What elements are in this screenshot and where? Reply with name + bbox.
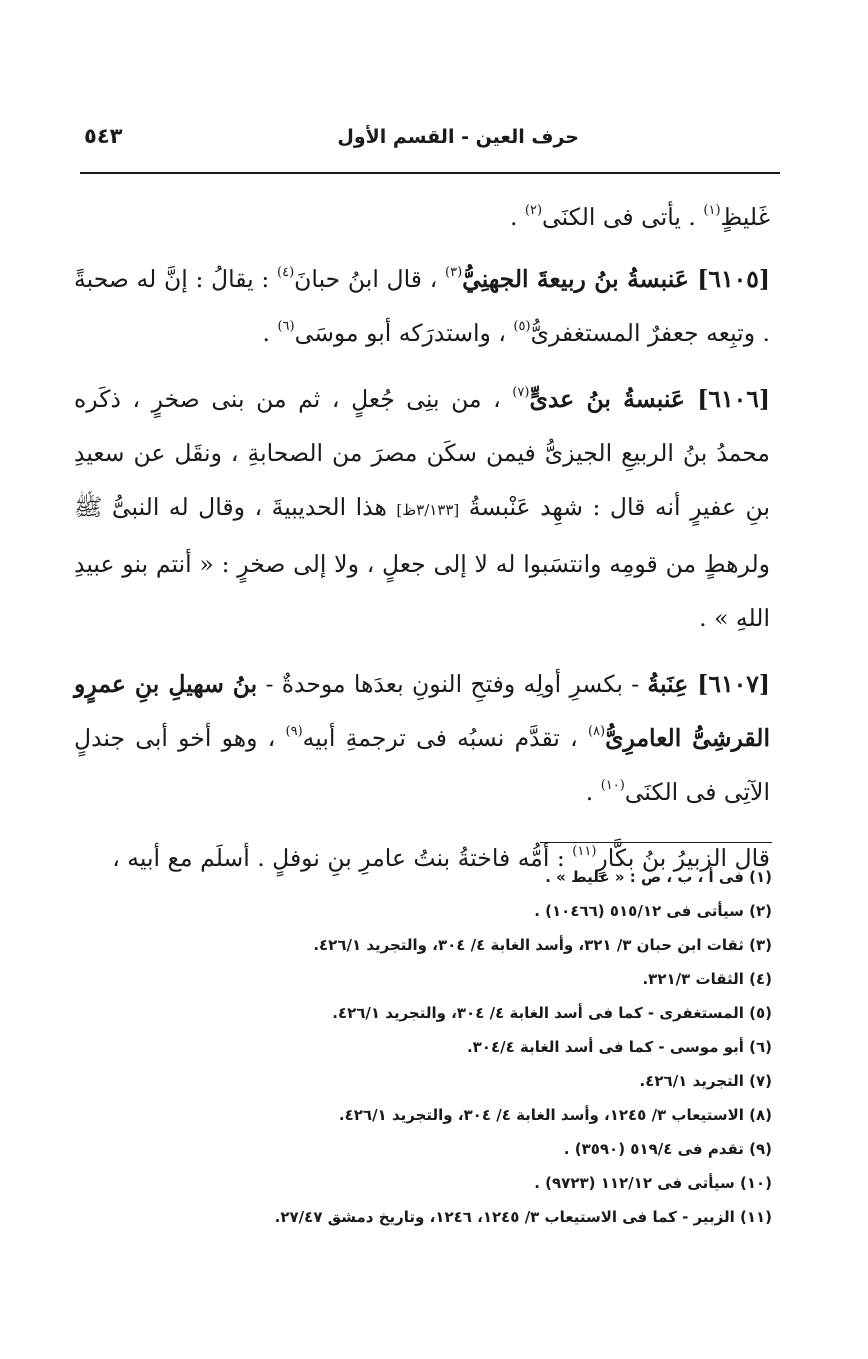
footnote: (٢) سيأتى فى ٥١٥/١٢ (١٠٤٦٦) . — [534, 902, 772, 920]
main-text — [74, 190, 770, 897]
header-rule — [80, 172, 780, 174]
text-run: : أمُّه فاختةُ بنتُ عامرِ بنِ نوفلٍ . أسلَم مع أبيه ، — [112, 844, 573, 872]
footnote-marker: (٢) — [524, 203, 543, 218]
footnote: (١١) الزبير - كما فى الاستيعاب ٣/ ١٢٤٥، ١٢٤٦، وتاريخ دمشق ٢٧/٤٧. — [274, 1208, 772, 1226]
entry-name: عِنَبةُ — [647, 670, 698, 698]
entry-number: [٦١٠٧] — [697, 670, 770, 698]
entry-name: عَنبسةُ بنُ ربيعةَ الجهنِيُّ — [462, 265, 698, 293]
footnote-marker: (٣) — [445, 265, 463, 280]
entry-name: عَنبسةُ بنُ عدىٍّ — [529, 385, 698, 413]
footnote: (٣) ثقات ابن حبان ٣/ ٣٢١، وأسد الغابة ٤/ ٣٠٤، والتجريد ٤٢٦/١. — [313, 936, 772, 954]
text-run: . — [509, 203, 525, 231]
footnote-marker: (١٠) — [600, 778, 625, 793]
entry-6106 — [74, 372, 770, 645]
manuscript-folio-mark: [٣/١٣٣ظ] — [396, 501, 460, 519]
footnotes-list — [150, 860, 772, 1234]
text-run: ، تقدَّم نسبُه فى ترجمةِ أبيه — [302, 724, 588, 752]
entry-6105 — [74, 252, 770, 360]
text-run: . يأتى فى الكنَى — [542, 203, 704, 231]
text-run: . — [262, 319, 278, 347]
text-run: هذا الحديبيةَ ، وقال له النبىُّ ﷺ ولرهطٍ من قومِه وانتسَبوا له لا إلى جعلٍ ، ولا إلى صخرٍ : « أنتم بنو عبيدِ اللهِ » . — [74, 493, 770, 632]
entry-name-lineage: بنُ سهيلِ بنِ عمرٍو القرشِىُّ العامرِىُّ — [74, 670, 770, 752]
text-run: قال الزبيرُ بنُ بكَّارٍ — [596, 844, 770, 872]
page-header — [84, 122, 774, 156]
text-run: ، وهو أخو أبى جندلٍ الآتِى فى الكنَى — [74, 724, 770, 806]
text-run: : يقالُ : إنَّ له صحبةً . وتبِعه جعفرٌ المستغفرىُّ — [74, 265, 770, 347]
footnote-marker: (٩) — [285, 724, 303, 739]
footnote-marker: (٤) — [277, 265, 295, 280]
footnote-rule — [540, 842, 772, 843]
text-run: ، قال ابنُ حبانَ — [294, 265, 445, 293]
text-run: غَليظٍ — [720, 203, 770, 231]
page-number: ٥٤٣ — [84, 124, 123, 148]
footnote: (٨) الاستيعاب ٣/ ١٢٤٥، وأسد الغابة ٤/ ٣٠٤، والتجريد ٤٢٦/١. — [338, 1106, 772, 1124]
footnote: (٤) الثقات ٣٢١/٣. — [642, 970, 772, 988]
footnote: (٦) أبو موسى - كما فى أسد الغابة ٣٠٤/٤. — [466, 1038, 772, 1056]
footnote-marker: (٨) — [587, 724, 606, 739]
text-run: ، واستدرَكه أبو موسَى — [294, 319, 514, 347]
text-run: ، من بنِى جُعلٍ ، ثم من بنى صخرٍ ، ذكَره محمدُ بنُ الربيعِ الجيزىُّ فيمن سكَن مصرَ من الصحابةِ ، ونقَل عن سعيدِ بنِ عفيرٍ أنه قال : شهِد عَنْبسةُ — [74, 385, 770, 521]
text-run: . — [585, 778, 601, 806]
entry-6107 — [74, 657, 770, 819]
text-run: - بكسرِ أولِه وفتحِ النونِ بعدَها موحدةٌ - — [257, 670, 648, 698]
footnote: (١) فى أ ، ب ، ص : « عليط » . — [545, 868, 772, 886]
entry-number: [٦١٠٦] — [697, 385, 770, 413]
footnote-marker: (١١) — [572, 844, 597, 859]
footnote-marker: (١) — [703, 203, 721, 218]
footnote-marker: (٧) — [512, 385, 530, 400]
footnote: (١٠) سيأتى فى ١١٢/١٢ (٩٧٢٣) . — [534, 1174, 772, 1192]
footnote: (٥) المستغفرى - كما فى أسد الغابة ٤/ ٣٠٤، والتجريد ٤٢٦/١. — [332, 1004, 772, 1022]
footnote-marker: (٦) — [277, 319, 295, 334]
running-title: حرف العين - القسم الأول — [337, 126, 579, 148]
entry-number: [٦١٠٥] — [697, 265, 770, 293]
paragraph-continuation — [74, 190, 770, 244]
footnote-marker: (٥) — [513, 319, 531, 334]
footnote: (٩) تقدم فى ٥١٩/٤ (٣٥٩٠) . — [563, 1140, 772, 1158]
footnote: (٧) التجريد ٤٢٦/١. — [639, 1072, 772, 1090]
